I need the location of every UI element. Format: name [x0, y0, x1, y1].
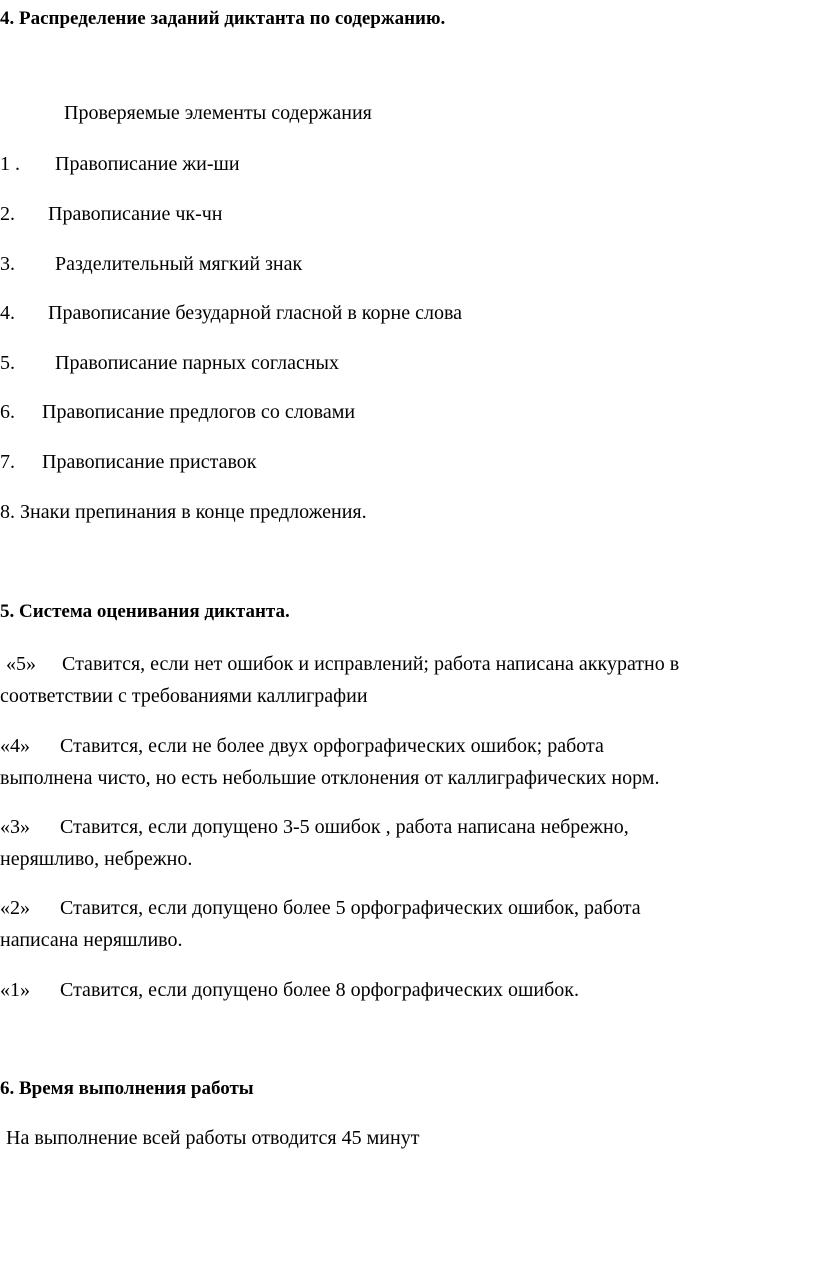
section-4-subtitle: Проверяемые элементы содержания — [64, 102, 372, 124]
section-6-text: На выполнение всей работы отводится 45 минут — [6, 1127, 420, 1149]
list-item-number: 7. — [0, 451, 15, 473]
list-item — [0, 202, 223, 226]
list-item-number: 6. — [0, 401, 15, 423]
grade-text-line1: Ставится, если нет ошибок и исправлений; работа написана аккуратно в — [62, 653, 680, 675]
grade-text-line1: Ставится, если допущено более 8 орфографических ошибок. — [60, 979, 580, 1001]
list-item — [0, 252, 302, 276]
list-item — [0, 152, 240, 176]
list-item-number: 4. — [0, 302, 15, 324]
grade-text-line2: соответствии с требованиями каллиграфии — [0, 685, 368, 707]
grade-text-line2: написана неряшливо. — [0, 929, 183, 951]
grade-mark: «1» — [0, 979, 30, 1001]
list-item-number: 8. — [0, 501, 15, 523]
list-item-number: 1 . — [0, 153, 20, 175]
list-item-text: Правописание безударной гласной в корне слова — [48, 302, 462, 324]
list-item — [0, 450, 256, 474]
list-item-number: 5. — [0, 352, 15, 374]
grade-mark: «2» — [0, 897, 30, 919]
list-item-number: 2. — [0, 203, 15, 225]
section-6-title: 6. Время выполнения работы — [0, 1078, 254, 1099]
list-item-text: Правописание жи-ши — [55, 153, 240, 175]
list-item-text: Правописание парных согласных — [55, 352, 339, 374]
list-item-number: 3. — [0, 253, 15, 275]
grade-mark: «5» — [6, 653, 36, 675]
list-item — [0, 351, 339, 375]
list-item-text: Знаки препинания в конце предложения. — [20, 501, 367, 523]
grade-text-line1: Ставится, если допущено 3-5 ошибок , работа написана небрежно, — [60, 816, 629, 838]
grade-paragraph — [0, 811, 812, 875]
list-item-text: Разделительный мягкий знак — [55, 253, 303, 275]
grade-text-line1: Ставится, если допущено более 5 орфографических ошибок, работа — [60, 897, 641, 919]
grade-text-line2: выполнена чисто, но есть небольшие отклонения от каллиграфических норм. — [0, 767, 660, 789]
grade-paragraph — [0, 730, 812, 794]
grade-mark: «4» — [0, 735, 30, 757]
section-5-title: 5. Система оценивания диктанта. — [0, 601, 290, 622]
section-4-title: 4. Распределение заданий диктанта по содержанию. — [0, 8, 446, 29]
list-item-text: Правописание чк-чн — [48, 203, 223, 225]
grade-paragraph — [0, 892, 812, 956]
grade-paragraph — [0, 974, 812, 1006]
list-item-text: Правописание предлогов со словами — [42, 401, 356, 423]
list-item — [0, 500, 367, 524]
list-item-text: Правописание приставок — [42, 451, 257, 473]
grade-text-line2: неряшливо, небрежно. — [0, 848, 193, 870]
grade-paragraph — [0, 648, 812, 712]
grade-mark: «3» — [0, 816, 30, 838]
list-item — [0, 301, 462, 325]
list-item — [0, 400, 355, 424]
grade-text-line1: Ставится, если не более двух орфографических ошибок; работа — [60, 735, 604, 757]
